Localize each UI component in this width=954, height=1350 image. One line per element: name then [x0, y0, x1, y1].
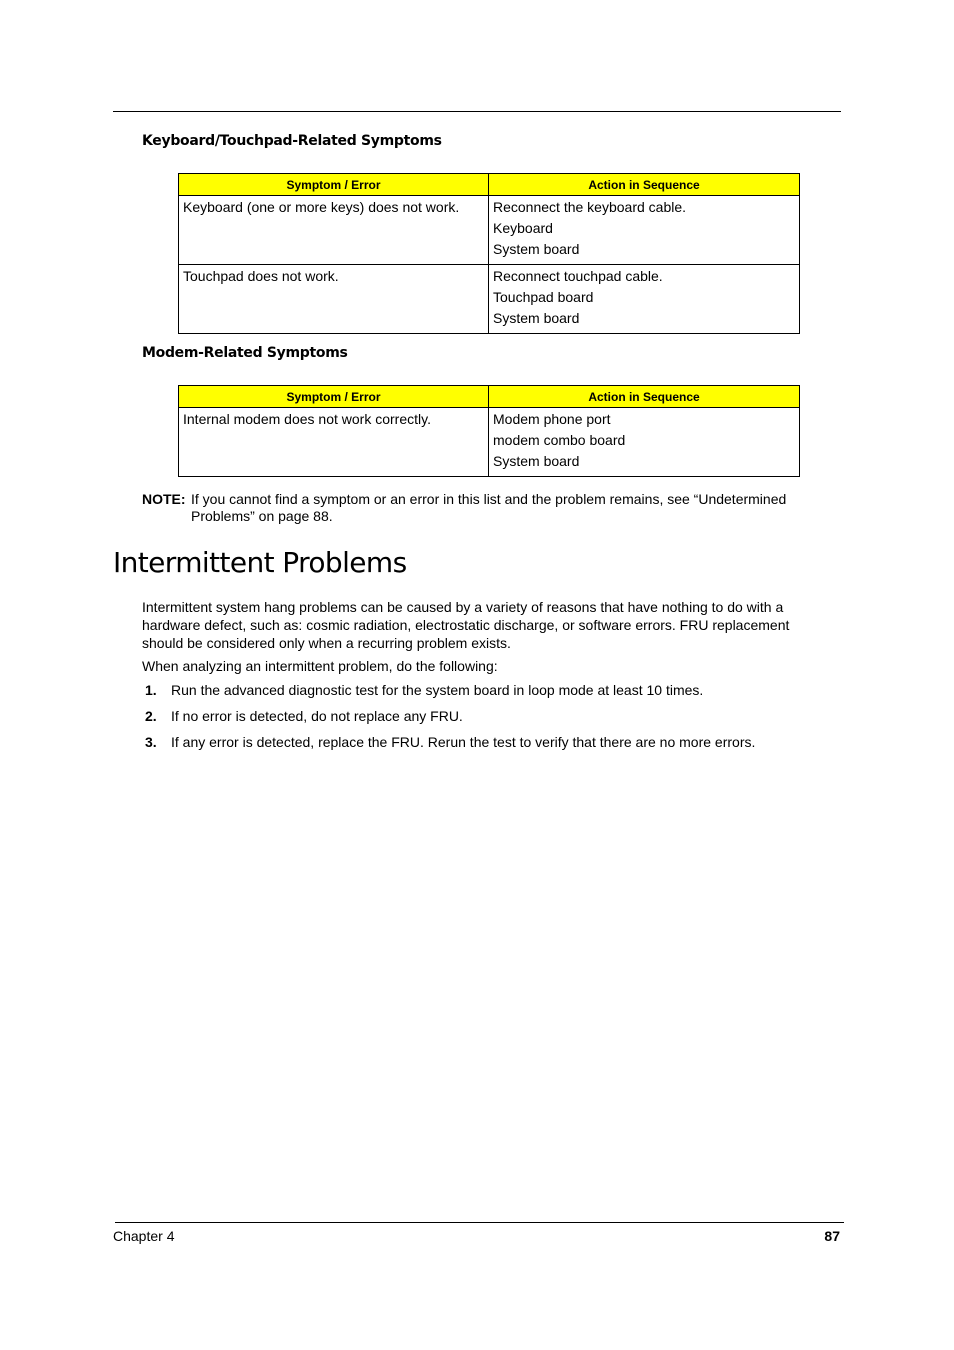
footer-rule	[115, 1222, 844, 1223]
action-cell	[489, 265, 800, 334]
intro-paragraph: Intermittent system hang problems can be caused by a variety of reasons that have nothing to do with a hardware defect, such as: cosmic radiation, electrostatic discharge, or software errors. FRU replacement should be considered only when a recurring problem exists.	[142, 599, 790, 651]
symptom-cell: Internal modem does not work correctly.	[179, 408, 489, 477]
step-text: If any error is detected, replace the FRU. Rerun the test to verify that there are no more errors.	[171, 734, 756, 750]
footer-page-number: 87	[824, 1228, 840, 1244]
column-header-symptom: Symptom / Error	[179, 386, 489, 408]
list-item	[142, 733, 832, 751]
list-item	[142, 681, 832, 699]
step-number: 2.	[145, 708, 157, 724]
action-cell	[489, 408, 800, 477]
header-rule	[113, 111, 841, 112]
symptom-cell: Touchpad does not work.	[179, 265, 489, 334]
keyboard-touchpad-heading: Keyboard/Touchpad-Related Symptoms	[142, 133, 442, 149]
column-header-action: Action in Sequence	[489, 174, 800, 196]
table-header-row	[179, 386, 800, 408]
modem-heading: Modem-Related Symptoms	[142, 345, 348, 361]
action-step: System board	[493, 310, 580, 326]
footer-chapter: Chapter 4	[113, 1228, 175, 1244]
column-header-action: Action in Sequence	[489, 386, 800, 408]
keyboard-touchpad-table	[178, 173, 800, 334]
note-label: NOTE:	[142, 491, 186, 507]
note-text: If you cannot find a symptom or an error in this list and the problem remains, see “Undetermined Problems” on page 88.	[191, 491, 787, 524]
modem-table	[178, 385, 800, 477]
note-block	[142, 491, 822, 525]
action-step: System board	[493, 453, 580, 469]
step-text: If no error is detected, do not replace any FRU.	[171, 708, 463, 724]
lead-paragraph: When analyzing an intermittent problem, do the following:	[142, 658, 498, 674]
action-step: Reconnect the keyboard cable.	[493, 199, 687, 215]
action-step: Modem phone port	[493, 411, 611, 427]
action-step: System board	[493, 241, 580, 257]
table-row	[179, 265, 800, 334]
step-number: 3.	[145, 734, 157, 750]
section-title: Intermittent Problems	[113, 546, 407, 579]
table-row	[179, 196, 800, 265]
step-number: 1.	[145, 682, 157, 698]
step-text: Run the advanced diagnostic test for the system board in loop mode at least 10 times.	[171, 682, 704, 698]
column-header-symptom: Symptom / Error	[179, 174, 489, 196]
action-step: modem combo board	[493, 432, 626, 448]
list-item	[142, 707, 832, 725]
action-cell	[489, 196, 800, 265]
action-step: Touchpad board	[493, 289, 594, 305]
symptom-cell: Keyboard (one or more keys) does not work.	[179, 196, 489, 265]
table-row	[179, 408, 800, 477]
table-header-row	[179, 174, 800, 196]
action-step: Reconnect touchpad cable.	[493, 268, 663, 284]
action-step: Keyboard	[493, 220, 553, 236]
